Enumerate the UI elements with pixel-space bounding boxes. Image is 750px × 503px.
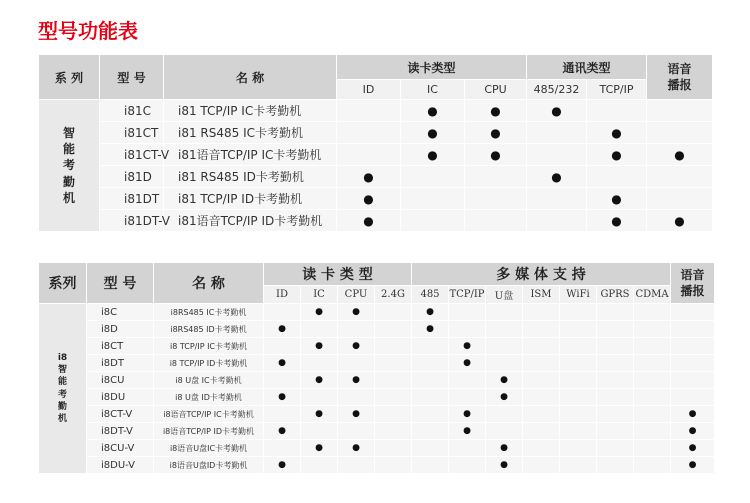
feature-dot-cell: [560, 355, 597, 372]
feature-dot-cell: [560, 304, 597, 321]
feature-dot-cell: [375, 338, 412, 355]
table-row: [39, 372, 715, 389]
table-row: [39, 188, 713, 210]
table-row: [39, 423, 715, 440]
feature-dot-cell: [634, 389, 671, 406]
header-voice: 语音 播报: [647, 55, 713, 100]
page-title: 型号功能表: [38, 19, 138, 43]
feature-dot-cell: ●: [301, 406, 338, 423]
feature-dot-cell: [523, 321, 560, 338]
feature-dot-cell: [560, 389, 597, 406]
feature-dot-cell: [597, 440, 634, 457]
name-cell: i8RS485 ID卡考勤机: [154, 321, 264, 338]
feature-dot-cell: [337, 100, 401, 122]
name-cell: i81 RS485 IC卡考勤机: [164, 122, 337, 144]
feature-dot-cell: ●: [338, 440, 375, 457]
feature-dot-cell: [671, 338, 715, 355]
feature-dot-cell: [527, 188, 587, 210]
table-row: [39, 457, 715, 474]
subheader-cdma: CDMA: [634, 286, 671, 304]
subheader-ism: ISM: [523, 286, 560, 304]
model-cell: i81DT: [100, 188, 164, 210]
feature-dot-cell: ●: [449, 423, 486, 440]
subheader-usb: U盘: [486, 286, 523, 304]
feature-dot-cell: [465, 166, 527, 188]
feature-dot-cell: ●: [465, 100, 527, 122]
name-cell: i81 RS485 ID卡考勤机: [164, 166, 337, 188]
header-row: [39, 263, 715, 286]
feature-dot-cell: [634, 440, 671, 457]
feature-dot-cell: [301, 423, 338, 440]
feature-dot-cell: [449, 389, 486, 406]
feature-dot-cell: [647, 166, 713, 188]
name-cell: i81 TCP/IP IC卡考勤机: [164, 100, 337, 122]
header-voice: 语音 播报: [671, 263, 715, 304]
feature-dot-cell: ●: [301, 372, 338, 389]
model-feature-table-i81: [38, 54, 713, 232]
feature-dot-cell: [486, 423, 523, 440]
feature-dot-cell: [338, 321, 375, 338]
feature-dot-cell: [597, 355, 634, 372]
feature-dot-cell: [401, 188, 465, 210]
feature-dot-cell: [523, 406, 560, 423]
feature-dot-cell: [338, 355, 375, 372]
table-row: [39, 144, 713, 166]
feature-dot-cell: [486, 338, 523, 355]
header-series: 系 列: [39, 55, 100, 100]
header-model: 型 号: [100, 55, 164, 100]
name-cell: i8语音U盘ID卡考勤机: [154, 457, 264, 474]
feature-dot-cell: [523, 338, 560, 355]
feature-dot-cell: [527, 144, 587, 166]
feature-dot-cell: [375, 355, 412, 372]
model-cell: i8DU-V: [87, 457, 154, 474]
feature-dot-cell: ●: [647, 210, 713, 232]
feature-dot-cell: [647, 188, 713, 210]
feature-dot-cell: [412, 372, 449, 389]
feature-dot-cell: ●: [338, 372, 375, 389]
model-cell: i81CT: [100, 122, 164, 144]
model-cell: i81CT-V: [100, 144, 164, 166]
model-cell: i8CT-V: [87, 406, 154, 423]
feature-dot-cell: [486, 321, 523, 338]
header-read-type: 读 卡 类 型: [264, 263, 412, 286]
model-cell: i81D: [100, 166, 164, 188]
feature-dot-cell: [449, 321, 486, 338]
feature-dot-cell: [560, 440, 597, 457]
model-cell: i81C: [100, 100, 164, 122]
feature-dot-cell: [486, 406, 523, 423]
feature-dot-cell: ●: [264, 423, 301, 440]
feature-dot-cell: [449, 457, 486, 474]
header-read-type: 读卡类型: [337, 55, 527, 80]
feature-dot-cell: [597, 423, 634, 440]
table-row: [39, 440, 715, 457]
feature-dot-cell: ●: [264, 389, 301, 406]
feature-dot-cell: [634, 457, 671, 474]
feature-dot-cell: ●: [527, 166, 587, 188]
feature-dot-cell: [401, 166, 465, 188]
feature-dot-cell: ●: [301, 304, 338, 321]
feature-dot-cell: [523, 389, 560, 406]
feature-dot-cell: [634, 355, 671, 372]
model-cell: i8C: [87, 304, 154, 321]
feature-dot-cell: [301, 355, 338, 372]
subheader-485-232: 485/232: [527, 80, 587, 100]
model-cell: i8CT: [87, 338, 154, 355]
name-cell: i81语音TCP/IP ID卡考勤机: [164, 210, 337, 232]
feature-dot-cell: [338, 389, 375, 406]
feature-dot-cell: ●: [412, 304, 449, 321]
subheader-tcpip: TCP/IP: [587, 80, 647, 100]
name-cell: i8语音TCP/IP IC卡考勤机: [154, 406, 264, 423]
feature-dot-cell: [375, 321, 412, 338]
feature-dot-cell: [597, 321, 634, 338]
feature-dot-cell: [264, 372, 301, 389]
header-row: [39, 55, 713, 80]
feature-dot-cell: [264, 406, 301, 423]
subheader-id: ID: [264, 286, 301, 304]
feature-dot-cell: ●: [671, 457, 715, 474]
subheader-ic: IC: [401, 80, 465, 100]
feature-dot-cell: [337, 122, 401, 144]
feature-dot-cell: [597, 457, 634, 474]
feature-dot-cell: [412, 406, 449, 423]
feature-dot-cell: [634, 406, 671, 423]
feature-dot-cell: [597, 304, 634, 321]
table-row: [39, 389, 715, 406]
feature-dot-cell: [338, 423, 375, 440]
feature-dot-cell: [412, 440, 449, 457]
feature-dot-cell: ●: [337, 188, 401, 210]
feature-dot-cell: [597, 338, 634, 355]
name-cell: i8语音TCP/IP ID卡考勤机: [154, 423, 264, 440]
feature-dot-cell: ●: [264, 457, 301, 474]
feature-dot-cell: [465, 188, 527, 210]
feature-dot-cell: [264, 338, 301, 355]
feature-dot-cell: [647, 122, 713, 144]
feature-dot-cell: ●: [486, 457, 523, 474]
feature-dot-cell: [671, 372, 715, 389]
table-row: [39, 406, 715, 423]
feature-dot-cell: [523, 440, 560, 457]
feature-dot-cell: ●: [338, 338, 375, 355]
table-row: [39, 321, 715, 338]
subheader-tcpip: TCP/IP: [449, 286, 486, 304]
feature-dot-cell: [264, 304, 301, 321]
feature-dot-cell: ●: [264, 355, 301, 372]
feature-dot-cell: [412, 338, 449, 355]
table-row: [39, 166, 713, 188]
name-cell: i8 TCP/IP ID卡考勤机: [154, 355, 264, 372]
table-row: [39, 338, 715, 355]
feature-dot-cell: [523, 423, 560, 440]
feature-dot-cell: ●: [338, 406, 375, 423]
feature-dot-cell: [301, 321, 338, 338]
header-comm-type: 通讯类型: [527, 55, 647, 80]
feature-dot-cell: [375, 457, 412, 474]
feature-dot-cell: [634, 423, 671, 440]
feature-dot-cell: [560, 406, 597, 423]
feature-dot-cell: [634, 321, 671, 338]
feature-dot-cell: ●: [338, 304, 375, 321]
feature-dot-cell: [634, 338, 671, 355]
header-name: 名 称: [164, 55, 337, 100]
feature-dot-cell: [412, 423, 449, 440]
name-cell: i8RS485 IC卡考勤机: [154, 304, 264, 321]
feature-dot-cell: [671, 321, 715, 338]
header-name: 名 称: [154, 263, 264, 304]
feature-dot-cell: ●: [301, 338, 338, 355]
subheader-485: 485: [412, 286, 449, 304]
feature-dot-cell: [523, 457, 560, 474]
feature-dot-cell: [671, 355, 715, 372]
model-cell: i8DU: [87, 389, 154, 406]
table-row: [39, 122, 713, 144]
feature-dot-cell: [647, 100, 713, 122]
feature-dot-cell: ●: [587, 144, 647, 166]
feature-dot-cell: ●: [587, 210, 647, 232]
feature-dot-cell: [375, 423, 412, 440]
model-cell: i8DT-V: [87, 423, 154, 440]
feature-dot-cell: [671, 389, 715, 406]
name-cell: i8语音U盘IC卡考勤机: [154, 440, 264, 457]
feature-dot-cell: [560, 423, 597, 440]
feature-dot-cell: [634, 304, 671, 321]
feature-dot-cell: [375, 406, 412, 423]
feature-dot-cell: [412, 355, 449, 372]
feature-dot-cell: [486, 304, 523, 321]
series-label: 智 能 考 勤 机: [39, 100, 100, 232]
subheader-cpu: CPU: [465, 80, 527, 100]
feature-dot-cell: ●: [486, 440, 523, 457]
feature-dot-cell: ●: [486, 372, 523, 389]
feature-dot-cell: [486, 355, 523, 372]
feature-dot-cell: [301, 389, 338, 406]
feature-dot-cell: [527, 122, 587, 144]
table-row: [39, 304, 715, 321]
name-cell: i8 U盘 ID卡考勤机: [154, 389, 264, 406]
feature-dot-cell: [527, 210, 587, 232]
feature-dot-cell: [449, 304, 486, 321]
feature-dot-cell: ●: [301, 440, 338, 457]
subheader-gprs: GPRS: [597, 286, 634, 304]
feature-dot-cell: [401, 210, 465, 232]
feature-dot-cell: ●: [412, 321, 449, 338]
feature-dot-cell: [671, 304, 715, 321]
feature-dot-cell: ●: [671, 406, 715, 423]
table-row: [39, 100, 713, 122]
feature-dot-cell: ●: [465, 144, 527, 166]
feature-dot-cell: [338, 457, 375, 474]
feature-dot-cell: ●: [337, 166, 401, 188]
feature-dot-cell: [465, 210, 527, 232]
feature-dot-cell: [375, 440, 412, 457]
header-series: 系列: [39, 263, 87, 304]
feature-dot-cell: ●: [647, 144, 713, 166]
name-cell: i8 U盘 IC卡考勤机: [154, 372, 264, 389]
model-cell: i8DT: [87, 355, 154, 372]
feature-dot-cell: ●: [401, 122, 465, 144]
feature-dot-cell: ●: [401, 144, 465, 166]
feature-dot-cell: [412, 457, 449, 474]
feature-dot-cell: [634, 372, 671, 389]
feature-dot-cell: [597, 406, 634, 423]
feature-dot-cell: [301, 457, 338, 474]
feature-dot-cell: ●: [465, 122, 527, 144]
feature-dot-cell: ●: [587, 188, 647, 210]
feature-dot-cell: [523, 372, 560, 389]
feature-dot-cell: [560, 321, 597, 338]
header-media-support: 多 媒 体 支 持: [412, 263, 671, 286]
feature-dot-cell: [337, 144, 401, 166]
feature-dot-cell: [449, 372, 486, 389]
name-cell: i81 TCP/IP ID卡考勤机: [164, 188, 337, 210]
feature-dot-cell: ●: [587, 122, 647, 144]
feature-dot-cell: ●: [671, 440, 715, 457]
model-feature-table-i8: [38, 262, 715, 474]
feature-dot-cell: ●: [671, 423, 715, 440]
subheader-wifi: WiFi: [560, 286, 597, 304]
feature-dot-cell: ●: [337, 210, 401, 232]
feature-dot-cell: [560, 457, 597, 474]
feature-dot-cell: [597, 372, 634, 389]
model-cell: i81DT-V: [100, 210, 164, 232]
feature-dot-cell: [523, 355, 560, 372]
feature-dot-cell: [523, 304, 560, 321]
model-cell: i8D: [87, 321, 154, 338]
feature-dot-cell: ●: [449, 355, 486, 372]
feature-dot-cell: [560, 372, 597, 389]
feature-dot-cell: ●: [486, 389, 523, 406]
subheader-2-4g: 2.4G: [375, 286, 412, 304]
feature-dot-cell: [264, 440, 301, 457]
feature-dot-cell: [375, 389, 412, 406]
name-cell: i8 TCP/IP IC卡考勤机: [154, 338, 264, 355]
feature-dot-cell: [375, 372, 412, 389]
header-model: 型 号: [87, 263, 154, 304]
name-cell: i81语音TCP/IP IC卡考勤机: [164, 144, 337, 166]
feature-dot-cell: [587, 100, 647, 122]
feature-dot-cell: [375, 304, 412, 321]
subheader-cpu: CPU: [338, 286, 375, 304]
model-cell: i8CU: [87, 372, 154, 389]
feature-dot-cell: ●: [527, 100, 587, 122]
feature-dot-cell: ●: [449, 338, 486, 355]
feature-dot-cell: [597, 389, 634, 406]
model-cell: i8CU-V: [87, 440, 154, 457]
feature-dot-cell: ●: [449, 406, 486, 423]
subheader-ic: IC: [301, 286, 338, 304]
feature-dot-cell: [560, 338, 597, 355]
table-row: [39, 210, 713, 232]
feature-dot-cell: [449, 440, 486, 457]
series-label: i8 智 能 考 勤 机: [39, 304, 87, 474]
feature-dot-cell: ●: [401, 100, 465, 122]
table-row: [39, 355, 715, 372]
feature-dot-cell: [412, 389, 449, 406]
feature-dot-cell: ●: [264, 321, 301, 338]
subheader-id: ID: [337, 80, 401, 100]
feature-dot-cell: [587, 166, 647, 188]
